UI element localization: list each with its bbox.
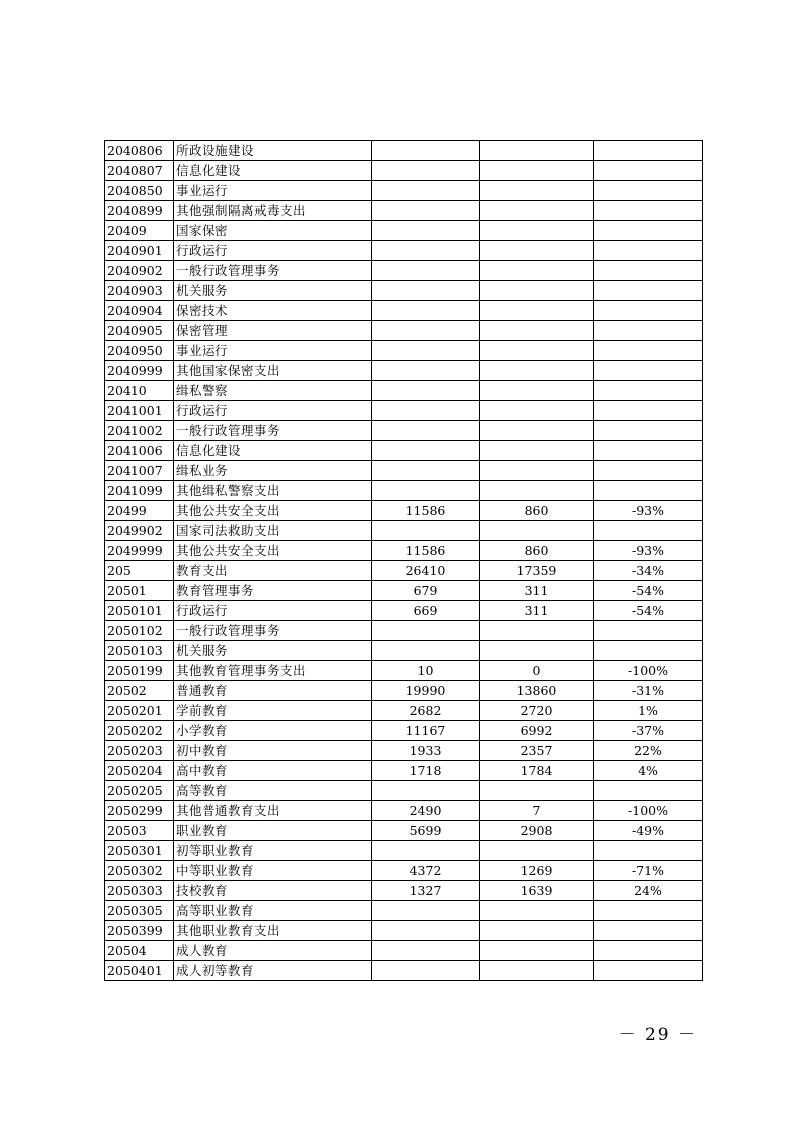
subject-code-cell: 2050205 <box>105 781 174 801</box>
prior-year-value-cell <box>372 921 480 941</box>
subject-name-cell: 高等职业教育 <box>174 901 372 921</box>
prior-year-value-cell <box>372 301 480 321</box>
subject-code-cell: 2050204 <box>105 761 174 781</box>
change-percent-cell: -71% <box>594 861 703 881</box>
prior-year-value-cell: 11167 <box>372 721 480 741</box>
subject-code-cell: 2050102 <box>105 621 174 641</box>
current-year-value-cell <box>480 301 594 321</box>
subject-name-cell: 技校教育 <box>174 881 372 901</box>
current-year-value-cell <box>480 461 594 481</box>
change-percent-cell <box>594 241 703 261</box>
prior-year-value-cell: 1718 <box>372 761 480 781</box>
change-percent-cell <box>594 901 703 921</box>
subject-name-cell: 小学教育 <box>174 721 372 741</box>
current-year-value-cell: 1784 <box>480 761 594 781</box>
table-row <box>105 961 703 981</box>
change-percent-cell: -100% <box>594 801 703 821</box>
change-percent-cell: -93% <box>594 501 703 521</box>
change-percent-cell <box>594 301 703 321</box>
prior-year-value-cell <box>372 161 480 181</box>
subject-code-cell: 2049999 <box>105 541 174 561</box>
prior-year-value-cell <box>372 841 480 861</box>
subject-name-cell: 高中教育 <box>174 761 372 781</box>
change-percent-cell: -49% <box>594 821 703 841</box>
subject-name-cell: 初等职业教育 <box>174 841 372 861</box>
current-year-value-cell <box>480 481 594 501</box>
subject-name-cell: 其他强制隔离戒毒支出 <box>174 201 372 221</box>
subject-name-cell: 国家司法救助支出 <box>174 521 372 541</box>
change-percent-cell: 1% <box>594 701 703 721</box>
subject-name-cell: 其他国家保密支出 <box>174 361 372 381</box>
subject-name-cell: 一般行政管理事务 <box>174 261 372 281</box>
prior-year-value-cell: 11586 <box>372 541 480 561</box>
prior-year-value-cell: 679 <box>372 581 480 601</box>
subject-name-cell: 普通教育 <box>174 681 372 701</box>
subject-name-cell: 缉私业务 <box>174 461 372 481</box>
subject-code-cell: 2040901 <box>105 241 174 261</box>
change-percent-cell: -93% <box>594 541 703 561</box>
subject-code-cell: 20501 <box>105 581 174 601</box>
subject-code-cell: 2050103 <box>105 641 174 661</box>
change-percent-cell: -37% <box>594 721 703 741</box>
current-year-value-cell: 7 <box>480 801 594 821</box>
table-row <box>105 701 703 721</box>
table-row <box>105 841 703 861</box>
table-row <box>105 461 703 481</box>
subject-code-cell: 2050203 <box>105 741 174 761</box>
change-percent-cell <box>594 781 703 801</box>
current-year-value-cell: 13860 <box>480 681 594 701</box>
subject-code-cell: 2040806 <box>105 141 174 161</box>
subject-name-cell: 所政设施建设 <box>174 141 372 161</box>
change-percent-cell <box>594 221 703 241</box>
table-row <box>105 141 703 161</box>
change-percent-cell: -54% <box>594 581 703 601</box>
change-percent-cell <box>594 521 703 541</box>
subject-name-cell: 行政运行 <box>174 401 372 421</box>
table-row <box>105 821 703 841</box>
current-year-value-cell <box>480 621 594 641</box>
subject-name-cell: 教育支出 <box>174 561 372 581</box>
table-row <box>105 781 703 801</box>
subject-name-cell: 中等职业教育 <box>174 861 372 881</box>
table-row <box>105 281 703 301</box>
change-percent-cell <box>594 921 703 941</box>
change-percent-cell <box>594 181 703 201</box>
change-percent-cell: 24% <box>594 881 703 901</box>
subject-name-cell: 其他职业教育支出 <box>174 921 372 941</box>
prior-year-value-cell <box>372 321 480 341</box>
subject-name-cell: 国家保密 <box>174 221 372 241</box>
table-row <box>105 241 703 261</box>
table-row <box>105 501 703 521</box>
subject-code-cell: 2041007 <box>105 461 174 481</box>
current-year-value-cell <box>480 441 594 461</box>
subject-code-cell: 20410 <box>105 381 174 401</box>
subject-code-cell: 2050101 <box>105 601 174 621</box>
table-row <box>105 441 703 461</box>
subject-code-cell: 2041001 <box>105 401 174 421</box>
table-row <box>105 221 703 241</box>
change-percent-cell <box>594 201 703 221</box>
current-year-value-cell: 0 <box>480 661 594 681</box>
table-body <box>105 141 703 981</box>
change-percent-cell <box>594 941 703 961</box>
table-row <box>105 421 703 441</box>
subject-code-cell: 20409 <box>105 221 174 241</box>
prior-year-value-cell <box>372 461 480 481</box>
change-percent-cell <box>594 961 703 981</box>
subject-name-cell: 信息化建设 <box>174 161 372 181</box>
current-year-value-cell <box>480 961 594 981</box>
current-year-value-cell <box>480 901 594 921</box>
change-percent-cell <box>594 381 703 401</box>
subject-code-cell: 2050201 <box>105 701 174 721</box>
subject-name-cell: 机关服务 <box>174 281 372 301</box>
prior-year-value-cell <box>372 141 480 161</box>
subject-name-cell: 成人教育 <box>174 941 372 961</box>
current-year-value-cell: 860 <box>480 541 594 561</box>
current-year-value-cell: 1269 <box>480 861 594 881</box>
table-row <box>105 301 703 321</box>
table-row <box>105 321 703 341</box>
subject-code-cell: 2040850 <box>105 181 174 201</box>
subject-code-cell: 2040904 <box>105 301 174 321</box>
subject-name-cell: 一般行政管理事务 <box>174 621 372 641</box>
table-row <box>105 921 703 941</box>
current-year-value-cell: 17359 <box>480 561 594 581</box>
current-year-value-cell: 860 <box>480 501 594 521</box>
prior-year-value-cell: 1933 <box>372 741 480 761</box>
table-row <box>105 201 703 221</box>
subject-code-cell: 2040902 <box>105 261 174 281</box>
subject-code-cell: 2049902 <box>105 521 174 541</box>
table-row <box>105 681 703 701</box>
change-percent-cell <box>594 641 703 661</box>
subject-code-cell: 2050302 <box>105 861 174 881</box>
prior-year-value-cell <box>372 441 480 461</box>
subject-name-cell: 高等教育 <box>174 781 372 801</box>
current-year-value-cell <box>480 321 594 341</box>
table-row <box>105 381 703 401</box>
current-year-value-cell <box>480 141 594 161</box>
prior-year-value-cell <box>372 521 480 541</box>
prior-year-value-cell: 11586 <box>372 501 480 521</box>
prior-year-value-cell: 5699 <box>372 821 480 841</box>
table-row <box>105 601 703 621</box>
table-row <box>105 581 703 601</box>
table-row <box>105 561 703 581</box>
change-percent-cell: 4% <box>594 761 703 781</box>
prior-year-value-cell <box>372 341 480 361</box>
subject-name-cell: 缉私警察 <box>174 381 372 401</box>
prior-year-value-cell <box>372 181 480 201</box>
subject-code-cell: 2050303 <box>105 881 174 901</box>
prior-year-value-cell <box>372 221 480 241</box>
change-percent-cell <box>594 441 703 461</box>
current-year-value-cell <box>480 781 594 801</box>
change-percent-cell <box>594 281 703 301</box>
current-year-value-cell: 2357 <box>480 741 594 761</box>
page-number: － 29 － <box>618 1025 697 1045</box>
prior-year-value-cell <box>372 781 480 801</box>
change-percent-cell <box>594 321 703 341</box>
subject-name-cell: 行政运行 <box>174 241 372 261</box>
current-year-value-cell <box>480 841 594 861</box>
current-year-value-cell: 2908 <box>480 821 594 841</box>
prior-year-value-cell <box>372 941 480 961</box>
table-row <box>105 881 703 901</box>
subject-code-cell: 2041099 <box>105 481 174 501</box>
current-year-value-cell <box>480 161 594 181</box>
subject-code-cell: 2050199 <box>105 661 174 681</box>
table-row <box>105 341 703 361</box>
subject-code-cell: 2050399 <box>105 921 174 941</box>
table-row <box>105 481 703 501</box>
table-row <box>105 261 703 281</box>
current-year-value-cell <box>480 341 594 361</box>
current-year-value-cell: 2720 <box>480 701 594 721</box>
subject-code-cell: 2040899 <box>105 201 174 221</box>
subject-name-cell: 信息化建设 <box>174 441 372 461</box>
subject-code-cell: 2050202 <box>105 721 174 741</box>
table-row <box>105 401 703 421</box>
subject-name-cell: 一般行政管理事务 <box>174 421 372 441</box>
prior-year-value-cell <box>372 961 480 981</box>
table-row <box>105 661 703 681</box>
current-year-value-cell: 311 <box>480 581 594 601</box>
prior-year-value-cell <box>372 281 480 301</box>
prior-year-value-cell <box>372 381 480 401</box>
table-row <box>105 521 703 541</box>
table-row <box>105 901 703 921</box>
change-percent-cell: -34% <box>594 561 703 581</box>
change-percent-cell: -31% <box>594 681 703 701</box>
subject-code-cell: 2050401 <box>105 961 174 981</box>
prior-year-value-cell: 19990 <box>372 681 480 701</box>
change-percent-cell <box>594 261 703 281</box>
current-year-value-cell <box>480 281 594 301</box>
subject-name-cell: 行政运行 <box>174 601 372 621</box>
current-year-value-cell <box>480 381 594 401</box>
prior-year-value-cell: 2490 <box>372 801 480 821</box>
change-percent-cell: -100% <box>594 661 703 681</box>
subject-code-cell: 20499 <box>105 501 174 521</box>
current-year-value-cell: 6992 <box>480 721 594 741</box>
current-year-value-cell <box>480 221 594 241</box>
prior-year-value-cell <box>372 201 480 221</box>
prior-year-value-cell <box>372 901 480 921</box>
subject-name-cell: 其他教育管理事务支出 <box>174 661 372 681</box>
table-row <box>105 181 703 201</box>
current-year-value-cell <box>480 641 594 661</box>
budget-table <box>104 140 703 981</box>
prior-year-value-cell <box>372 641 480 661</box>
current-year-value-cell: 1639 <box>480 881 594 901</box>
subject-name-cell: 保密技术 <box>174 301 372 321</box>
change-percent-cell <box>594 361 703 381</box>
table-row <box>105 741 703 761</box>
prior-year-value-cell: 26410 <box>372 561 480 581</box>
prior-year-value-cell: 669 <box>372 601 480 621</box>
current-year-value-cell <box>480 521 594 541</box>
table-row <box>105 721 703 741</box>
prior-year-value-cell: 1327 <box>372 881 480 901</box>
subject-code-cell: 20504 <box>105 941 174 961</box>
table-row <box>105 941 703 961</box>
prior-year-value-cell: 4372 <box>372 861 480 881</box>
prior-year-value-cell <box>372 481 480 501</box>
change-percent-cell <box>594 621 703 641</box>
prior-year-value-cell: 10 <box>372 661 480 681</box>
subject-name-cell: 其他缉私警察支出 <box>174 481 372 501</box>
subject-name-cell: 其他公共安全支出 <box>174 541 372 561</box>
change-percent-cell <box>594 161 703 181</box>
subject-code-cell: 20503 <box>105 821 174 841</box>
current-year-value-cell <box>480 201 594 221</box>
table-row <box>105 541 703 561</box>
current-year-value-cell <box>480 361 594 381</box>
table-row <box>105 801 703 821</box>
subject-code-cell: 2040807 <box>105 161 174 181</box>
subject-code-cell: 2040999 <box>105 361 174 381</box>
subject-name-cell: 其他普通教育支出 <box>174 801 372 821</box>
prior-year-value-cell <box>372 261 480 281</box>
subject-name-cell: 事业运行 <box>174 181 372 201</box>
subject-code-cell: 2050305 <box>105 901 174 921</box>
current-year-value-cell <box>480 401 594 421</box>
current-year-value-cell <box>480 241 594 261</box>
subject-name-cell: 事业运行 <box>174 341 372 361</box>
subject-code-cell: 20502 <box>105 681 174 701</box>
current-year-value-cell <box>480 941 594 961</box>
change-percent-cell: -54% <box>594 601 703 621</box>
current-year-value-cell: 311 <box>480 601 594 621</box>
change-percent-cell <box>594 461 703 481</box>
current-year-value-cell <box>480 261 594 281</box>
table-row <box>105 161 703 181</box>
prior-year-value-cell: 2682 <box>372 701 480 721</box>
prior-year-value-cell <box>372 241 480 261</box>
subject-code-cell: 2040950 <box>105 341 174 361</box>
table-row <box>105 761 703 781</box>
change-percent-cell <box>594 841 703 861</box>
subject-code-cell: 2041006 <box>105 441 174 461</box>
prior-year-value-cell <box>372 401 480 421</box>
subject-code-cell: 2040905 <box>105 321 174 341</box>
change-percent-cell: 22% <box>594 741 703 761</box>
change-percent-cell <box>594 401 703 421</box>
prior-year-value-cell <box>372 361 480 381</box>
subject-name-cell: 学前教育 <box>174 701 372 721</box>
table-row <box>105 621 703 641</box>
current-year-value-cell <box>480 921 594 941</box>
subject-code-cell: 2041002 <box>105 421 174 441</box>
subject-code-cell: 2040903 <box>105 281 174 301</box>
subject-code-cell: 205 <box>105 561 174 581</box>
subject-name-cell: 成人初等教育 <box>174 961 372 981</box>
subject-name-cell: 职业教育 <box>174 821 372 841</box>
table-row <box>105 361 703 381</box>
current-year-value-cell <box>480 421 594 441</box>
subject-code-cell: 2050301 <box>105 841 174 861</box>
subject-name-cell: 初中教育 <box>174 741 372 761</box>
table-row <box>105 641 703 661</box>
change-percent-cell <box>594 421 703 441</box>
subject-name-cell: 其他公共安全支出 <box>174 501 372 521</box>
change-percent-cell <box>594 141 703 161</box>
prior-year-value-cell <box>372 421 480 441</box>
current-year-value-cell <box>480 181 594 201</box>
table-row <box>105 861 703 881</box>
change-percent-cell <box>594 481 703 501</box>
subject-name-cell: 机关服务 <box>174 641 372 661</box>
subject-code-cell: 2050299 <box>105 801 174 821</box>
change-percent-cell <box>594 341 703 361</box>
prior-year-value-cell <box>372 621 480 641</box>
subject-name-cell: 保密管理 <box>174 321 372 341</box>
subject-name-cell: 教育管理事务 <box>174 581 372 601</box>
